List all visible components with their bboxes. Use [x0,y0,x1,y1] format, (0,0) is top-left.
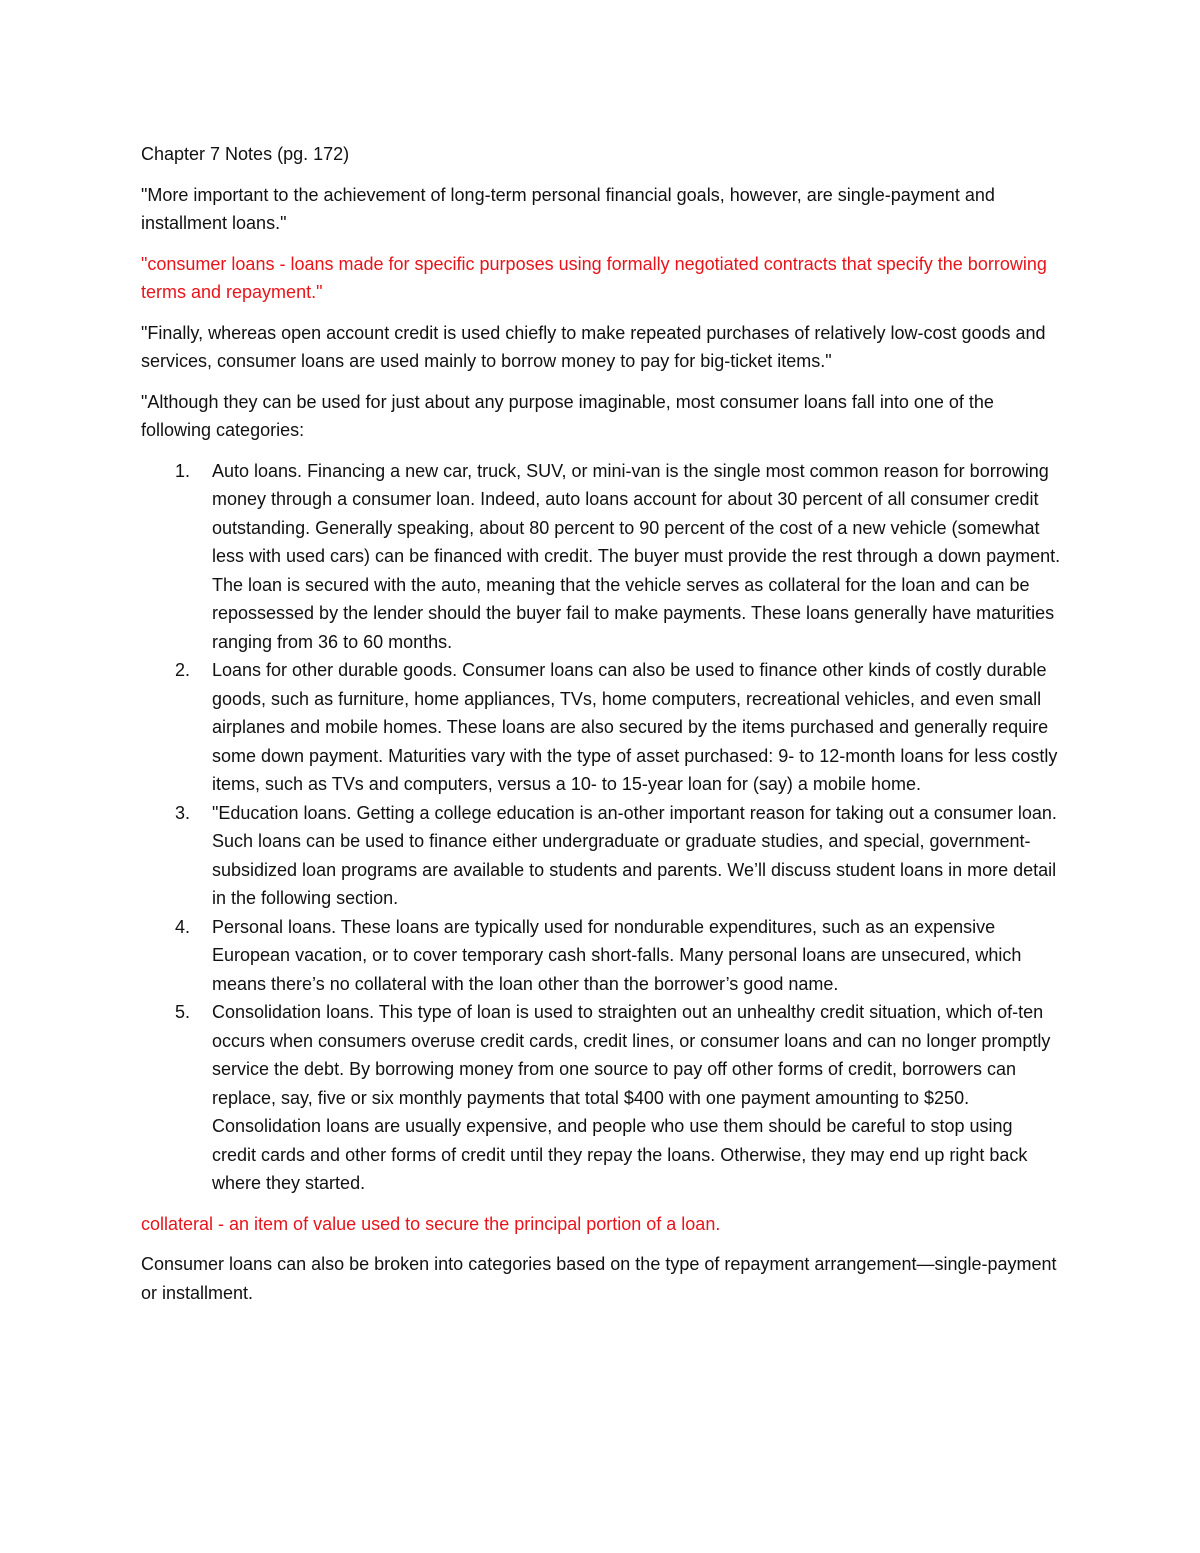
consumer-loans-definition: "consumer loans - loans made for specific purposes using formally negotiated contracts that specify the borrowing terms and repayment." [141,253,1047,302]
closing-paragraph: Consumer loans can also be broken into categories based on the type of repayment arrangement—single-payment or installment. [141,1254,1057,1303]
intro-quote: "More important to the achievement of long-term personal financial goals, however, are single-payment and installment loans." [141,184,995,233]
list-item-number: 5. [175,1002,191,1022]
list-item-number: 1. [175,460,191,481]
list-item-text: Auto loans. Financing a new car, truck, SUV, or mini-van is the single most common reason for borrowing money through a consumer loan. Indeed, auto loans account for about 30 percent of all consumer credit outstanding. Generally speaking, about 80 percent to 90 percent of the cost of a new vehicle (somewhat less with used cars) can be financed with credit. The buyer must provide the rest through a down payment. The loan is secured with the auto, meaning that the vehicle serves as collateral for the loan and can be repossessed by the lender should the buyer fail to make payments. These loans generally have maturities ranging from 36 to 60 months. [212,460,1061,652]
list-item [141,799,1061,913]
categories-intro: "Although they can be used for just about any purpose imaginable, most consumer loans fall into one of the following categories: [141,391,994,440]
list-item-number: 2. [175,660,191,680]
loan-categories-list [141,457,1061,1198]
list-item [141,913,1061,999]
list-item-text: "Education loans. Getting a college education is an-other important reason for taking out a consumer loan. Such loans can be used to finance either undergraduate or graduate studies, and special, government-subsidized loan programs are available to students and parents. We’ll discuss student loans in more detail in the following section. [212,802,1057,908]
open-account-quote: "Finally, whereas open account credit is used chiefly to make repeated purchases of relatively low-cost goods and services, consumer loans are used mainly to borrow money to pay for big-ticket items." [141,322,1046,371]
page-title: Chapter 7 Notes (pg. 172) [141,144,350,164]
list-item [141,656,1061,799]
list-item [141,998,1061,1198]
list-item-text: Personal loans. These loans are typically used for nondurable expenditures, such as an expensive European vacation, or to cover temporary cash short-falls. Many personal loans are unsecured, which means there’s no collateral with the loan other than the borrower’s good name. [212,916,1022,994]
list-item-text: Loans for other durable goods. Consumer loans can also be used to finance other kinds of costly durable goods, such as furniture, home appliances, TVs, home computers, recreational vehicles, and even small airplanes and mobile homes. These loans are also secured by the items purchased and generally require some down payment. Maturities vary with the type of asset purchased: 9- to 12-month loans for less costly items, such as TVs and computers, versus a 10- to 15-year loan for (say) a mobile home. [212,660,1058,794]
list-item-number: 3. [175,802,191,823]
list-item-text: Consolidation loans. This type of loan is used to straighten out an unhealthy credit situation, which of-ten occurs when consumers overuse credit cards, credit lines, or consumer loans and can no longer promptly service the debt. By borrowing money from one source to pay off other forms of credit, borrowers can replace, say, five or six monthly payments that total $400 with one payment amounting to $250. Consolidation loans are usually expensive, and people who use them should be careful to stop using credit cards and other forms of credit until they repay the loans. Otherwise, they may end up right back where they started. [212,1002,1051,1193]
list-item [141,457,1061,657]
collateral-definition: collateral - an item of value used to secure the principal portion of a loan. [141,1213,721,1234]
list-item-number: 4. [175,916,191,937]
document-body [141,140,1061,1319]
